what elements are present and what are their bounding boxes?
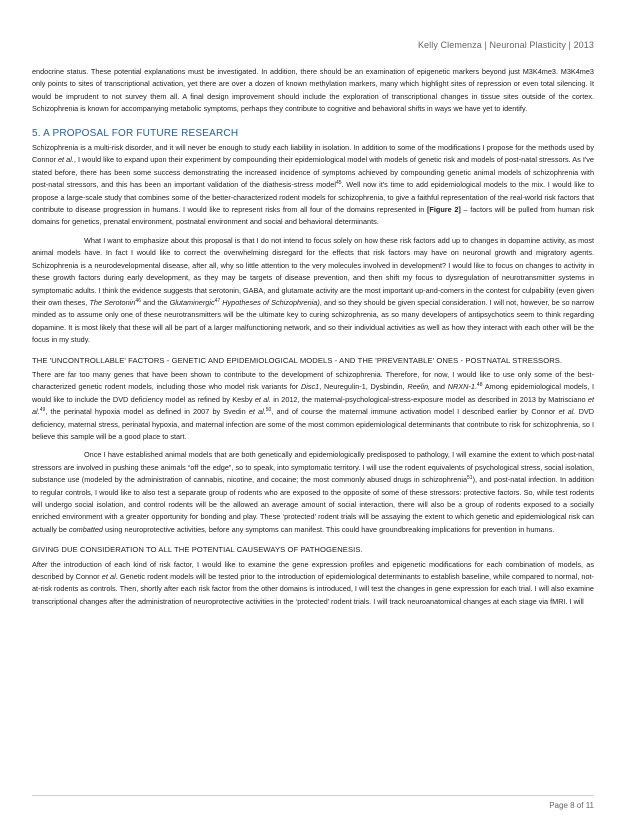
- italic-run: Disc1: [300, 382, 320, 392]
- text-run: Among epidemiological models, I would like to include the DVD deficiency model as refined by Kesby: [32, 382, 595, 404]
- text-run: , and of course the maternal immune activation model I described earlier by Connor: [271, 407, 559, 417]
- text-run: After the introduction of each kind of risk factor, I would like to examine the gene expression profiles and epigenetic modifications for each combination of models, as described by Connor: [32, 559, 594, 582]
- italic-run: The Serotonin: [89, 297, 136, 307]
- section-paragraph-2: [32, 235, 594, 347]
- page-body: [32, 66, 594, 608]
- citation-ref: 48: [476, 382, 483, 389]
- italic-run: Glutaminergic: [169, 297, 215, 307]
- running-header: Kelly Clemenza | Neuronal Plasticity | 2013: [417, 40, 594, 50]
- text-run: , and so they should be given special consideration. I will not, however, be so narrow minded as to assume only one of these neurotransmitters will be the ultimate key to curing schizophrenia, as so many developers of antipsychotics seem to think regarding dopamine. It is most likely that these will all be part of a larger malfunctioning network, and so their individual activities as well as how they interact with each other will be the focus in my study.: [32, 297, 594, 345]
- italic-run: Hypotheses of Schizophrenia): [220, 297, 320, 307]
- text-run: . Genetic rodent models will be tested prior to the introduction of epidemiological determinants to establish baseline, while compared to normal, not-at-risk rodents as controls. Then, shortly after each risk factor from the other domains is introduced, I will test the changes in gene expression for each trial. I will also examine transcriptional changes after the administration of neuroprotective activities in the ‘protected’ rodent trials. I will track neuroanatomical changes at each stage via fMRI. I will: [32, 572, 594, 606]
- italic-run: et al: [101, 572, 116, 582]
- citation-ref: 49: [39, 407, 46, 414]
- text-run: and: [430, 382, 448, 392]
- figure-ref: [Figure 2]: [426, 205, 461, 215]
- text-run: .: [474, 382, 477, 392]
- italic-run: et al.: [248, 407, 266, 417]
- text-run: , Neuregulin-1, Dysbindin,: [319, 382, 408, 392]
- page-number: Page 8 of 11: [549, 801, 594, 810]
- italic-run: et al.: [558, 407, 576, 417]
- citation-ref: 45: [335, 180, 342, 187]
- italic-run: NRXN-1: [447, 382, 475, 392]
- text-run: . Well now it's time to add epidemiological models to the mix. I would like to propose a large-scale study that combines some of the better-characterized rodent models for schizophrenia, to give a faithful representation of the real-world risk factors that contribute to disease progression in humans. I would like to represent risks from all four of the domains represented in: [32, 180, 595, 215]
- section-paragraph-1: [32, 142, 594, 229]
- italic-run: Reelin,: [407, 382, 431, 392]
- text-run: , the perinatal hypoxia model as defined in 2007 by Svedin: [45, 407, 249, 417]
- section-heading: 5. A PROPOSAL FOR FUTURE RESEARCH: [32, 127, 239, 139]
- subsection-heading-factors: THE 'UNCONTROLLABLE' FACTORS - GENETIC AND EPIDEMIOLOGICAL MODELS - AND THE 'PREVENTABLE' ONES - POSTNATAL STRESSORS.: [32, 355, 563, 365]
- subsection-paragraph-1: [32, 369, 594, 443]
- italic-run: et al.: [32, 394, 594, 417]
- text-run: and the: [140, 297, 170, 307]
- italic-run: et al.: [254, 394, 271, 404]
- text-run: , I would like to expand upon their experiment by compounding their epidemiological model with models of genetic risk and models of post-natal stressors. As I've stated before, there has been some success demonstrating the increased incidence of symptoms achieved by compounding genetic animal models of schizophrenia with post-natal stressors, and this has been an important validation of the diathesis-stress model: [32, 155, 594, 190]
- subsection-paragraph-3: [32, 559, 594, 609]
- footer-divider: [32, 795, 594, 796]
- citation-ref: 47: [214, 297, 221, 304]
- text-run: There are far too many genes that have been shown to contribute to the development of schizophrenia. Therefore, for now, I would like to use only some of the best-characterized genetic rodent models, including those who model risk variants for: [32, 369, 594, 392]
- citation-ref: 51: [467, 475, 473, 482]
- citation-ref: 46: [135, 297, 141, 304]
- text-run: – factors will be pulled from human risk domains for genetics, prenatal environment, postnatal environment and social and behavioral determinants.: [32, 205, 594, 227]
- subsection-heading-causeways: GIVING DUE CONSIDERATION TO ALL THE POTENTIAL CAUSEWAYS OF PATHOGENESIS.: [32, 545, 363, 555]
- text-run: Once I have established animal models that are both genetically and epidemiologically predisposed to pathology, I will examine the extent to which post-natal stressors are involved in pushing these animals “off the edge”, so to speak, into symptomatic territory. I will use the rodent equivalents of psychological stress, social isolation, substance use (modeled by the administration of cannabis, nicotine, and cocaine; the most commonly abused drugs in schizophrenia: [32, 450, 594, 485]
- subsection-paragraph-2: [32, 449, 594, 536]
- italic-run: combatted: [68, 524, 103, 534]
- text-run: ), and post-natal infection. In addition to regular controls, I would like to also test a separate group of rodents who are exposed to the opposite of some of these stressors: protective factors. So, while test rodents will undergo social isolation, and control rodents will be the allowed an average amount of social interaction, there will also be a group of rodents exposed to a socially enriched environment with a greater opportunity for bonding and play. These ‘protected’ rodent trials will be assaying the extent to which genetic and epidemiological risk can actually be: [32, 475, 594, 534]
- intro-paragraph: endocrine status. These potential explanations must be investigated. In addition, there should be an examination of epigenetic markers beyond just M3K4me3. M3K4me3 only points to sites of transcriptional activation, yet there are over a dozen of known methylation markers, many which highlight sites of repression or even total silencing. It would be imprudent to not survey them all. A final design improvement should include the exploration of transcriptional changes in tissue sites outside of the cortex. Schizophrenia is known for accompanying metabolic symptoms, perhaps they contribute to cognitive and behavioral shifts in ways we have yet to identify.: [32, 67, 594, 114]
- text-run: What I want to emphasize about this proposal is that I do not intend to focus solely on how these risk factors add up to changes in dopamine activity, as most animal models have. In fact I would like to correct the overwhelming disregard for the effects that risk factors may have on neuronal growth and migratory agents. Schizophrenia is a neurodevelopmental disease, after all, why so little attention to the very molecules involved in development? I would like to focus on changes to activity in these growth factors during early development, as they may be targets of disease prevention, and then shift my focus to dysregulation of neurotransmitter systems in symptomatic adults. I think the evidence suggests that serotonin, GABA, and glutamate activity are the most important up-and-comers in the contest for culpability (even given their own theses,: [32, 235, 594, 307]
- citation-ref: 50: [265, 407, 272, 414]
- text-run: DVD deficiency, maternal stress, perinatal hypoxia, and maternal infection are some of the most common epidemiological determinants that contribute to risk for schizophrenia, so I believe this sample will be a good place to start.: [32, 407, 594, 441]
- text-run: using neuroprotective activities, before any symptoms can manifest. This could have groundbreaking implications for prevention in humans.: [103, 524, 555, 534]
- text-run: Schizophrenia is a multi-risk disorder, and it will never be enough to study each liability in isolation. In addition to some of the modifications I propose for the methods used by Connor: [32, 143, 594, 165]
- italic-run: et al.: [58, 155, 74, 165]
- text-run: in 2012, the maternal-psychological-stress-exposure model as described in 2013 by Matrisciano: [270, 394, 588, 404]
